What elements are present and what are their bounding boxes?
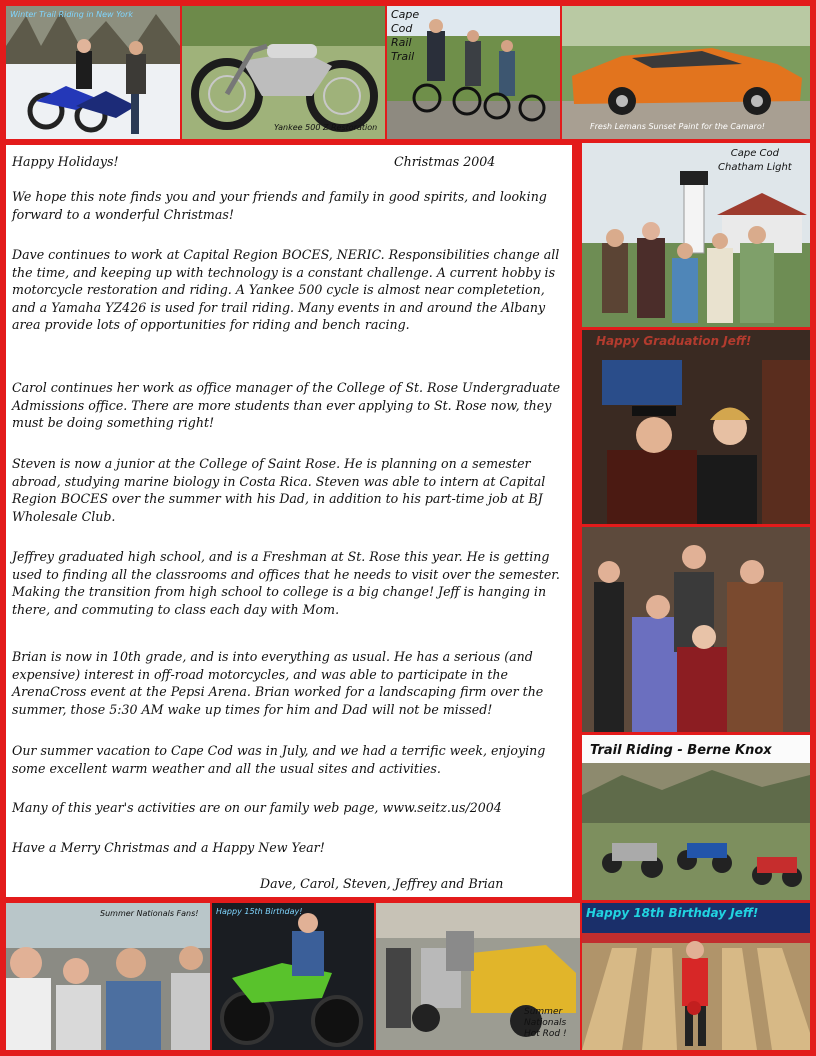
letter-paragraph: Our summer vacation to Cape Cod was in July, and we had a terrific week, enjoying some excellent warm weather and all the usual sites and activities. [12,743,546,776]
letter-paragraph: Have a Merry Christmas and a Happy New Year! [12,840,325,855]
birthday18-caption: Happy 18th Birthday Jeff! [586,906,759,920]
letter-date: Christmas 2004 [394,154,496,169]
yankee-caption: Yankee 500 Z Restoration [274,123,378,132]
photo-birthday15 [212,903,374,1050]
holiday-letter [6,145,572,897]
letter-paragraph: Many of this year's activities are on our family web page, www.seitz.us/2004 [12,800,502,815]
photo-camaro [562,6,810,139]
camaro-caption: Fresh Lemans Sunset Paint for the Camaro! [590,122,765,131]
letter-paragraph: Dave continues to work at Capital Region BOCES, NERIC. Responsibilities change all the time, and keeping up with technology is a constant challenge. A current hobby is motorcycle restoration and riding. A Yankee 500 cycle is almost near completetion, and a Yamaha YZ426 is used for trail riding. Many events in and around the Albany area provide lots of opportunities for riding and bench racing. [12,247,560,332]
rail-trail-caption-line: Cape [391,8,420,21]
photo-cape-cod-trail [387,6,560,139]
winter-trail-image [6,6,180,139]
letter-signature: Dave, Carol, Steven, Jeffrey and Brian [260,876,504,891]
rail-trail-caption [391,8,419,64]
hotrod-caption-line: Nationals [524,1018,567,1028]
letter-paragraph: Steven is now a junior at the College of Saint Rose. He is planning on a semester abroad, studying marine biology in Costa Rica. Steven was able to intern at Capital Region BOCES over the summer with his Dad, in addition to his part-time job at BJ Wholesale Club. [12,456,546,524]
nationals-fans-caption: Summer Nationals Fans! [100,909,199,918]
photo-yankee [182,6,385,139]
rail-trail-caption-line: Trail [391,50,415,63]
berne-knox-image [582,735,810,900]
letter-paragraph: Carol continues her work as office manager of the College of St. Rose Undergraduate Admissions office. There are more students than ever applying to St. Rose now, they must be doing something right! [12,380,561,430]
graduation-image [582,330,810,524]
letter-paragraph: Jeffrey graduated high school, and is a Freshman at St. Rose this year. He is getting used to finding all the classrooms and offices that he needs to visit over the semester. Making the transition from high school to college is a big change! Jeff is hanging in there, and commuting to class each day with Mom. [12,549,560,617]
camaro-image [562,6,810,139]
letter-greeting: Happy Holidays! [12,154,119,169]
yankee-motorcycle-image [182,6,385,139]
photo-hotrod [376,903,580,1050]
photo-chatham [582,143,810,327]
photo-berne-knox [582,735,810,900]
rail-trail-caption-line: Cod [391,22,413,35]
photo-winter-trail [6,6,180,139]
birthday15-image [212,903,374,1050]
letter-paragraph: We hope this note finds you and your friends and family in good spirits, and looking forward to a wonderful Christmas! [12,189,547,222]
hotrod-caption-line: Summer [524,1007,563,1017]
letter-paragraph: Brian is now in 10th grade, and is into everything as usual. He has a serious (and expensive) interest in off-road motorcycles, and was able to participate in the ArenaCross event at the Pepsi Arena. Brian worked for a landscaping firm over the summer, those 5:30 AM wake up times for him and Dad will not be missed! [12,649,544,717]
photo-birthday18 [582,903,810,1050]
photo-family [582,527,810,732]
chatham-caption-line: Cape Cod [730,148,779,159]
berne-knox-caption: Trail Riding - Berne Knox [590,743,772,758]
photo-nationals-fans [6,903,210,1050]
photo-graduation [582,330,810,524]
chatham-caption-line: Chatham Light [718,162,792,173]
winter-trail-caption: Winter Trail Riding in New York [10,10,133,19]
nationals-fans-image [6,903,210,1050]
hotrod-caption [524,1007,567,1040]
chatham-caption [718,147,792,175]
family-portrait-image [582,527,810,732]
birthday15-caption: Happy 15th Birthday! [216,907,303,916]
hotrod-caption-line: Hot Rod ! [524,1029,567,1039]
graduation-caption: Happy Graduation Jeff! [596,334,752,348]
bowling-image [582,903,810,1050]
rail-trail-caption-line: Rail [391,36,412,49]
